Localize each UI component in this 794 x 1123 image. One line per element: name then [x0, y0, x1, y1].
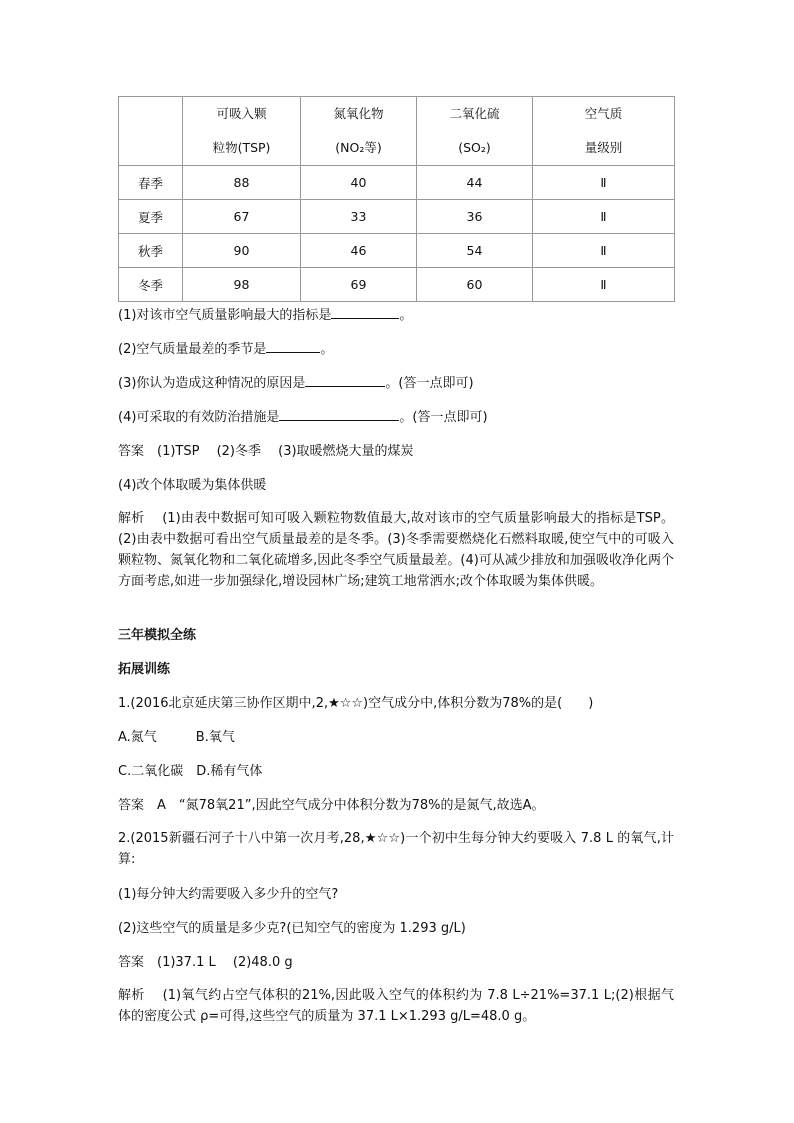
cell: 秋季 [119, 234, 183, 268]
problem-2-stem: 2.(2015新疆石河子十八中第一次月考,28,★☆☆)一个初中生每分钟大约要吸入 7.8 L 的氧气,计算: [118, 831, 674, 867]
section-heading: 拓展训练 [118, 662, 171, 677]
analysis-text: 解析 (1)由表中数据可知可吸入颗粒物数值最大,故对该市的空气质量影响最大的指标是TSP。(2)由表中数据可看出空气质量最差的是冬季。(3)冬季需要燃烧化石燃料取暖,使空气中的可吸入颗粒物、氮氧化物和二氧化硫增多,因此冬季空气质量最差。(4)可从减少排放和加强吸收净化两个方面考虑,如进一步加强绿化,增设园林广场;建筑工地常洒水;改个体取暖为集体供暖。 [118, 511, 674, 589]
answer-blank [305, 374, 385, 387]
section-heading: 三年模拟全练 [118, 628, 197, 643]
table-row [119, 166, 675, 200]
air-quality-table [118, 96, 675, 302]
answer-blank [266, 340, 320, 353]
cell: 夏季 [119, 200, 183, 234]
header-cell: 氮氧化物 (NO₂等) [301, 97, 417, 166]
cell: Ⅱ [533, 234, 675, 268]
problem-1-stem: 1.(2016北京延庆第三协作区期中,2,★☆☆)空气成分中,体积分数为78%的是( ) [118, 696, 594, 711]
question-2: (2)空气质量最差的季节是 。 [118, 342, 334, 357]
header-cell: 空气质 量级别 [533, 97, 675, 166]
cell: 46 [301, 234, 417, 268]
problem-1-options-cd: C.二氧化碳 D.稀有气体 [118, 764, 263, 779]
table-header-row [119, 97, 675, 166]
cell: 69 [301, 268, 417, 302]
answer-blank [279, 408, 399, 421]
cell: 冬季 [119, 268, 183, 302]
cell: 88 [183, 166, 301, 200]
cell: 54 [417, 234, 533, 268]
cell: 44 [417, 166, 533, 200]
problem-2-sub-1: (1)每分钟大约需要吸入多少升的空气? [118, 887, 339, 902]
cell: Ⅱ [533, 268, 675, 302]
question-3: (3)你认为造成这种情况的原因是 。(答一点即可) [118, 376, 474, 391]
table-row [119, 200, 675, 234]
answer-blank [331, 306, 399, 319]
problem-2-answer: 答案 (1)37.1 L (2)48.0 g [118, 955, 293, 970]
cell: 90 [183, 234, 301, 268]
problem-2-analysis: 解析 (1)氧气约占空气体积的21%,因此吸入空气的体积约为 7.8 L÷21%=37.1 L;(2)根据气体的密度公式 ρ=可得,这些空气的质量为 37.1 L×1.293 g/L=48.0 g。 [118, 988, 674, 1024]
problem-1-options-ab: A.氮气 B.氧气 [118, 730, 235, 745]
question-1: (1)对该市空气质量影响最大的指标是 。 [118, 308, 413, 323]
question-4: (4)可采取的有效防治措施是 。(答一点即可) [118, 410, 488, 425]
header-cell: 二氧化硫 (SO₂) [417, 97, 533, 166]
cell: 春季 [119, 166, 183, 200]
problem-2-sub-2: (2)这些空气的质量是多少克?(已知空气的密度为 1.293 g/L) [118, 921, 466, 936]
cell: 67 [183, 200, 301, 234]
cell: Ⅱ [533, 166, 675, 200]
table-row [119, 234, 675, 268]
cell: 60 [417, 268, 533, 302]
answer-text: (4)改个体取暖为集体供暖 [118, 478, 267, 493]
header-cell [119, 97, 183, 166]
cell: 98 [183, 268, 301, 302]
cell: 40 [301, 166, 417, 200]
cell: Ⅱ [533, 200, 675, 234]
header-cell: 可吸入颗 粒物(TSP) [183, 97, 301, 166]
problem-1-answer: 答案 A “氮78氧21”,因此空气成分中体积分数为78%的是氮气,故选A。 [118, 798, 545, 813]
cell: 36 [417, 200, 533, 234]
table-row [119, 268, 675, 302]
cell: 33 [301, 200, 417, 234]
answer-text: 答案 (1)TSP (2)冬季 (3)取暖燃烧大量的煤炭 [118, 444, 414, 459]
